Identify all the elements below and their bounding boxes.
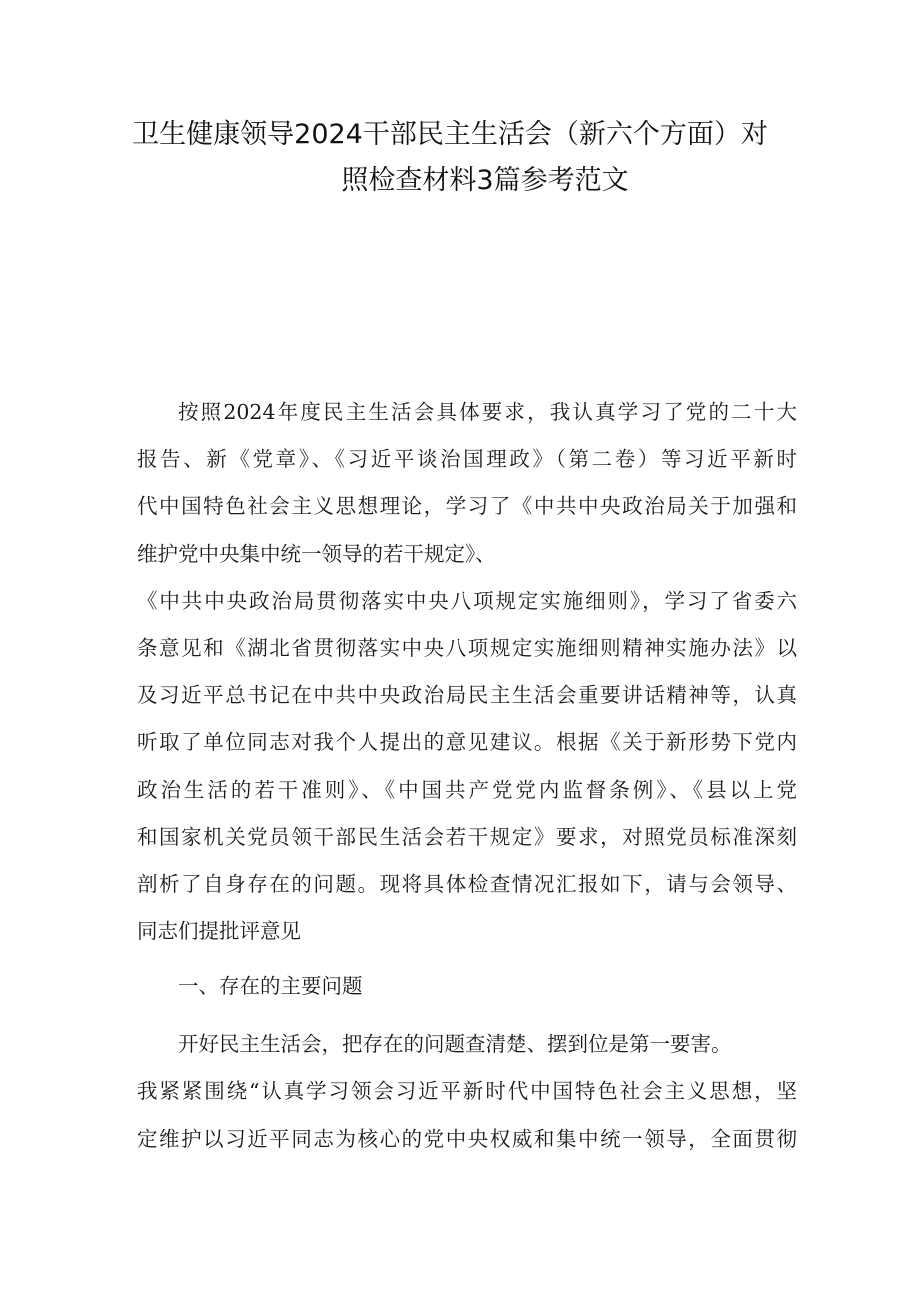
paragraph-line: 代中国特色社会主义思想理论，学习了《中共中央政治局关于加强和: [137, 494, 797, 519]
paragraph-line: 报告、新《党章》、《习近平谈治国理政》（第二卷）等习近平新时: [137, 447, 797, 472]
paragraph-line: 同志们提批评意见: [137, 919, 301, 944]
spacer: [137, 960, 797, 966]
paragraph-line: 和国家机关党员领干部民生活会若干规定》要求，对照党员标准深刻: [137, 824, 797, 849]
paragraph-line: 条意见和《湖北省贯彻落实中央八项规定实施细则精神实施办法》以: [137, 635, 797, 660]
document-title: [120, 112, 780, 204]
paragraph-2: [137, 1026, 797, 1168]
title-line-2: 照检查材料3篇参考范文: [341, 165, 629, 196]
paragraph-line: 开好民主生活会，把存在的问题查清楚、摆到位是第一要害。: [178, 1032, 732, 1057]
section-heading: 一、存在的主要问题: [178, 974, 363, 999]
paragraph-line: 定维护以习近平同志为核心的党中央权威和集中统一领导，全面贯彻: [137, 1126, 797, 1151]
paragraph-line: 维护党中央集中统一领导的若干规定》、: [137, 541, 496, 566]
paragraph-line: 按照2024年度民主生活会具体要求，我认真学习了党的二十大: [178, 400, 797, 424]
paragraph-line: 我紧紧围绕“认真学习领会习近平新时代中国特色社会主义思想，坚: [137, 1079, 797, 1104]
paragraph-line: 听取了单位同志对我个人提出的意见建议。根据《关于新形势下党内: [137, 730, 797, 755]
paragraph-line: 《中共中央政治局贯彻落实中央八项规定实施细则》，学习了省委六: [137, 588, 797, 613]
paragraph-1: [137, 394, 797, 960]
document-body: [137, 394, 797, 1168]
paragraph-line: 及习近平总书记在中共中央政治局民主生活会重要讲话精神等，认真: [137, 683, 797, 708]
paragraph-line: 剖析了自身存在的问题。现将具体检查情况汇报如下，请与会领导、: [137, 871, 797, 896]
title-line-1: 卫生健康领导2024干部民主生活会（新六个方面）对: [132, 119, 768, 150]
paragraph-line: 政治生活的若干准则》、《中国共产党党内监督条例》、《县以上党: [137, 777, 797, 802]
